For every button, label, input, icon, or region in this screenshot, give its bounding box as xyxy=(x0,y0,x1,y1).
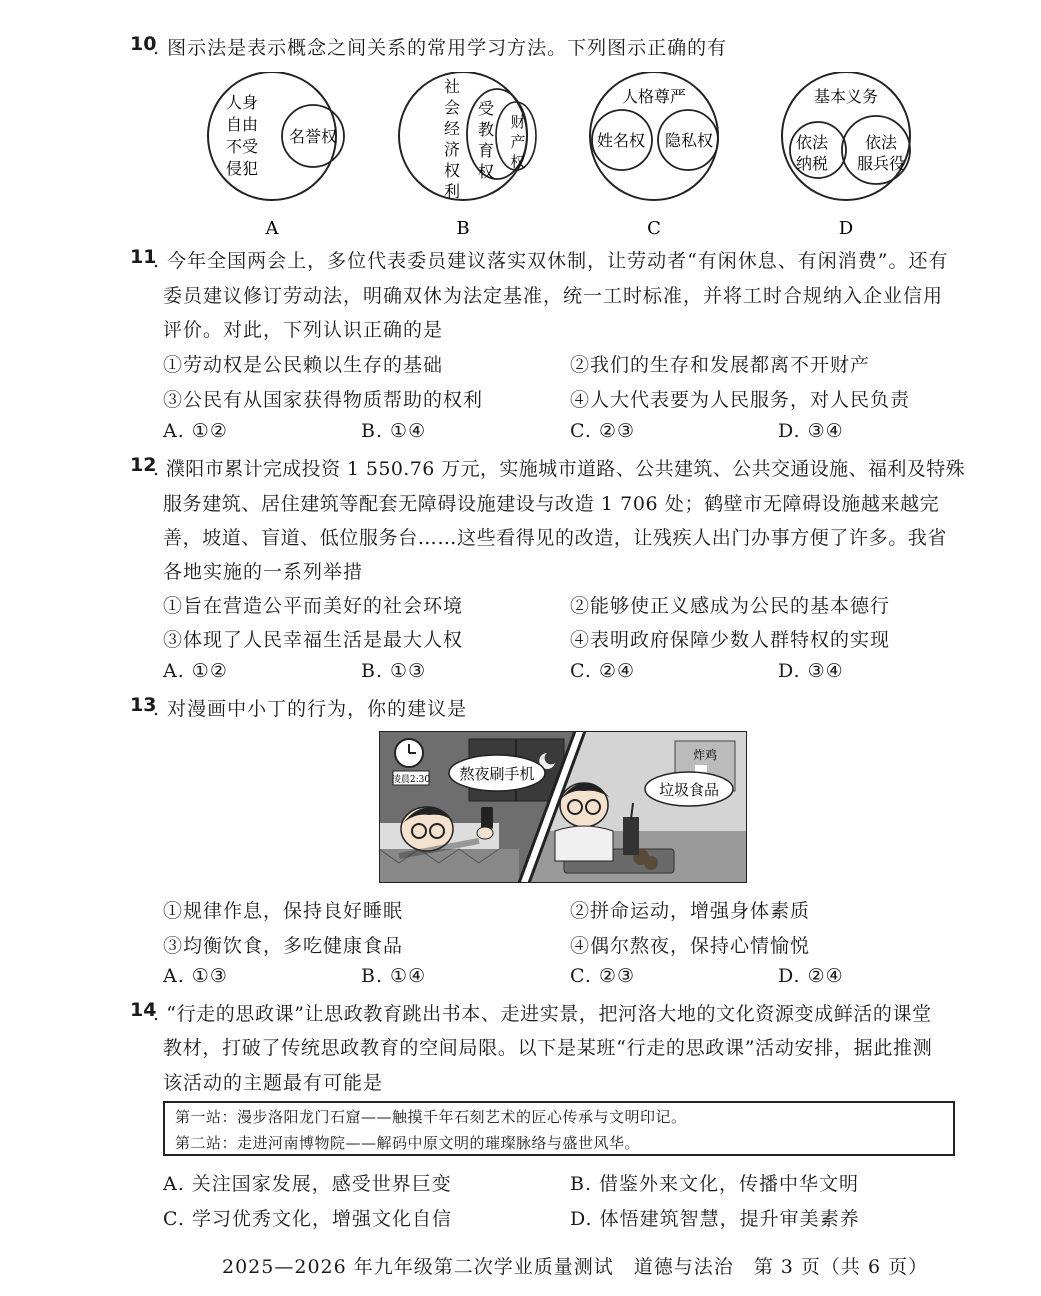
q12-stem-line-2: 服务建筑、居住建筑等配套无障碍设施建设与改造 1 706 处；鹤壁市无障碍设施越来越完 xyxy=(163,493,940,515)
q14-station-2: 第二站：走进河南博物院——解码中原文明的璀璨脉络与盛世风华。 xyxy=(175,1134,641,1152)
q14-choice-d[interactable]: D. 体悟建筑智慧，提升审美素养 xyxy=(570,1208,860,1230)
q11-item-4: ④人大代表要为人民服务，对人民负责 xyxy=(570,389,911,411)
diagram-b-middle-4: 权 xyxy=(477,162,495,181)
q14-choice-b[interactable]: B. 借鉴外来文化，传播中华文明 xyxy=(570,1173,860,1195)
q13-item-1: ①规律作息，保持良好睡眠 xyxy=(163,900,404,922)
diagram-d xyxy=(782,72,910,239)
q12-stem-line-3: 善，坡道、盲道、低位服务台……这些看得见的改造，让残疾人出门办事方便了许多。我省 xyxy=(163,527,948,549)
q14-choice-c[interactable]: C. 学习优秀文化，增强文化自信 xyxy=(163,1208,452,1230)
q11-choice-c[interactable]: C. ②③ xyxy=(570,420,636,442)
diagram-c-right: 隐私权 xyxy=(664,131,714,150)
q14-choice-a[interactable]: A. 关注国家发展，感受世界巨变 xyxy=(163,1173,452,1195)
diagram-a-inner: 名誉权 xyxy=(288,127,338,146)
diagram-b-middle-1: 受 xyxy=(477,99,495,118)
diagram-c-label: C xyxy=(647,218,661,239)
q11-choice-a[interactable]: A. ①② xyxy=(163,420,228,442)
q13-choice-c[interactable]: C. ②③ xyxy=(570,965,636,987)
diagram-b-middle-3: 育 xyxy=(477,141,495,160)
q10-diagrams xyxy=(200,72,930,242)
diagram-b-outer-2: 会 xyxy=(443,98,461,117)
diagram-b-outer-3: 经 xyxy=(443,119,461,138)
comic-bubble-right xyxy=(645,772,733,806)
diagram-d-left-2: 纳税 xyxy=(795,154,829,173)
q10-number: 10 xyxy=(130,33,157,55)
diagram-c-left: 姓名权 xyxy=(596,131,646,150)
q13-choice-a[interactable]: A. ①③ xyxy=(163,965,228,987)
q12-choice-a[interactable]: A. ①② xyxy=(163,660,228,682)
diagram-b xyxy=(399,72,536,239)
comic-clock-text: 凌晨2:30 xyxy=(391,775,431,785)
q13-stem: . 对漫画中小丁的行为，你的建议是 xyxy=(153,698,468,720)
diagram-a xyxy=(208,72,344,239)
diagram-b-outer-6: 利 xyxy=(443,182,461,201)
diagram-b-inner-3: 权 xyxy=(510,153,526,171)
diagram-a-outer-2: 自由 xyxy=(225,115,259,134)
diagram-d-left-1: 依法 xyxy=(795,133,829,152)
q14-stem-line-1: . “行走的思政课”让思政教育跳出书本、走进实景，把河洛大地的文化资源变成鲜活的课堂 xyxy=(153,1003,932,1025)
q11-choice-b[interactable]: B. ①④ xyxy=(361,420,427,442)
q12-stem-line-4: 各地实施的一系列举措 xyxy=(163,561,364,583)
q11-stem-line-3: 评价。对此，下列认识正确的是 xyxy=(163,319,444,341)
comic-bubble-right-text: 垃圾食品 xyxy=(658,781,720,799)
diagram-b-middle-2: 教 xyxy=(477,120,495,139)
diagram-d-right-2: 服兵役 xyxy=(856,154,906,173)
q11-choice-d[interactable]: D. ③④ xyxy=(778,420,844,442)
q12-number: 12 xyxy=(130,454,157,476)
diagram-b-outer-5: 权 xyxy=(443,161,461,180)
diagram-d-right-1: 依法 xyxy=(864,133,898,152)
diagram-d-label: D xyxy=(838,218,854,239)
q12-item-3: ③体现了人民幸福生活是最大人权 xyxy=(163,629,464,651)
phone-icon xyxy=(481,807,493,829)
q13-item-2: ②拼命运动，增强身体素质 xyxy=(570,900,811,922)
q13-item-3: ③均衡饮食，多吃健康食品 xyxy=(163,935,404,957)
q14-number: 14 xyxy=(130,999,157,1021)
diagram-b-label: B xyxy=(456,218,470,239)
q12-choice-d[interactable]: D. ③④ xyxy=(778,660,844,682)
q13-item-4: ④偶尔熬夜，保持心情愉悦 xyxy=(570,935,811,957)
diagram-a-outer-1: 人身 xyxy=(225,93,259,112)
q11-item-1: ①劳动权是公民赖以生存的基础 xyxy=(163,354,444,376)
q14-route-box xyxy=(163,1101,955,1156)
comic-bubble-left-text: 熬夜刷手机 xyxy=(459,765,535,783)
q12-choice-b[interactable]: B. ①③ xyxy=(361,660,427,682)
q11-number: 11 xyxy=(130,246,157,268)
q11-stem-line-1: . 今年全国两会上，多位代表委员建议落实双休制，让劳动者“有闲休息、有闲消费”。还有 xyxy=(153,250,949,272)
q12-item-1: ①旨在营造公平而美好的社会环境 xyxy=(163,595,464,617)
diagram-b-outer-4: 济 xyxy=(443,140,461,159)
diagram-a-outer-4: 侵犯 xyxy=(225,159,259,178)
diagram-b-outer-1: 社 xyxy=(443,77,461,96)
q12-item-4: ④表明政府保障少数人群特权的实现 xyxy=(570,629,891,651)
q12-stem-line-1: . 濮阳市累计完成投资 1 550.76 万元，实施城市道路、公共建筑、公共交通设施、福利及特殊 xyxy=(153,458,965,480)
q13-comic xyxy=(379,731,747,883)
diagram-b-inner-2: 产 xyxy=(510,133,526,151)
q14-stem-line-2: 教材，打破了传统思政教育的空间局限。以下是某班“行走的思政课”活动安排，据此推测 xyxy=(163,1037,933,1059)
diagram-b-inner-1: 财 xyxy=(510,113,526,131)
q12-choice-c[interactable]: C. ②④ xyxy=(570,660,636,682)
diagram-c xyxy=(590,72,718,239)
comic-sign-text: 炸鸡 xyxy=(692,748,718,762)
q11-item-2: ②我们的生存和发展都离不开财产 xyxy=(570,354,871,376)
page-footer: 2025—2026 年九年级第二次学业质量测试 道德与法治 第 3 页（共 6 页） xyxy=(222,1256,929,1278)
diagram-d-outer: 基本义务 xyxy=(813,87,879,106)
q11-item-3: ③公民有从国家获得物质帮助的权利 xyxy=(163,389,484,411)
q14-stem-line-3: 该活动的主题最有可能是 xyxy=(163,1072,384,1094)
q13-choice-b[interactable]: B. ①④ xyxy=(361,965,427,987)
q14-station-1: 第一站：漫步洛阳龙门石窟——触摸千年石刻艺术的匠心传承与文明印记。 xyxy=(175,1108,687,1126)
q13-choice-d[interactable]: D. ②④ xyxy=(778,965,844,987)
soda-cup-icon xyxy=(623,817,639,855)
q12-item-2: ②能够使正义感成为公民的基本德行 xyxy=(570,595,891,617)
q10-stem: . 图示法是表示概念之间关系的常用学习方法。下列图示正确的有 xyxy=(153,37,728,59)
diagram-a-outer-3: 不受 xyxy=(225,137,259,156)
comic-bubble-left xyxy=(449,755,545,791)
q11-stem-line-2: 委员建议修订劳动法，明确双休为法定基准，统一工时标准，并将工时合规纳入企业信用 xyxy=(163,285,944,307)
diagram-a-label: A xyxy=(265,218,279,239)
q13-number: 13 xyxy=(130,694,157,716)
diagram-c-outer: 人格尊严 xyxy=(621,87,687,106)
